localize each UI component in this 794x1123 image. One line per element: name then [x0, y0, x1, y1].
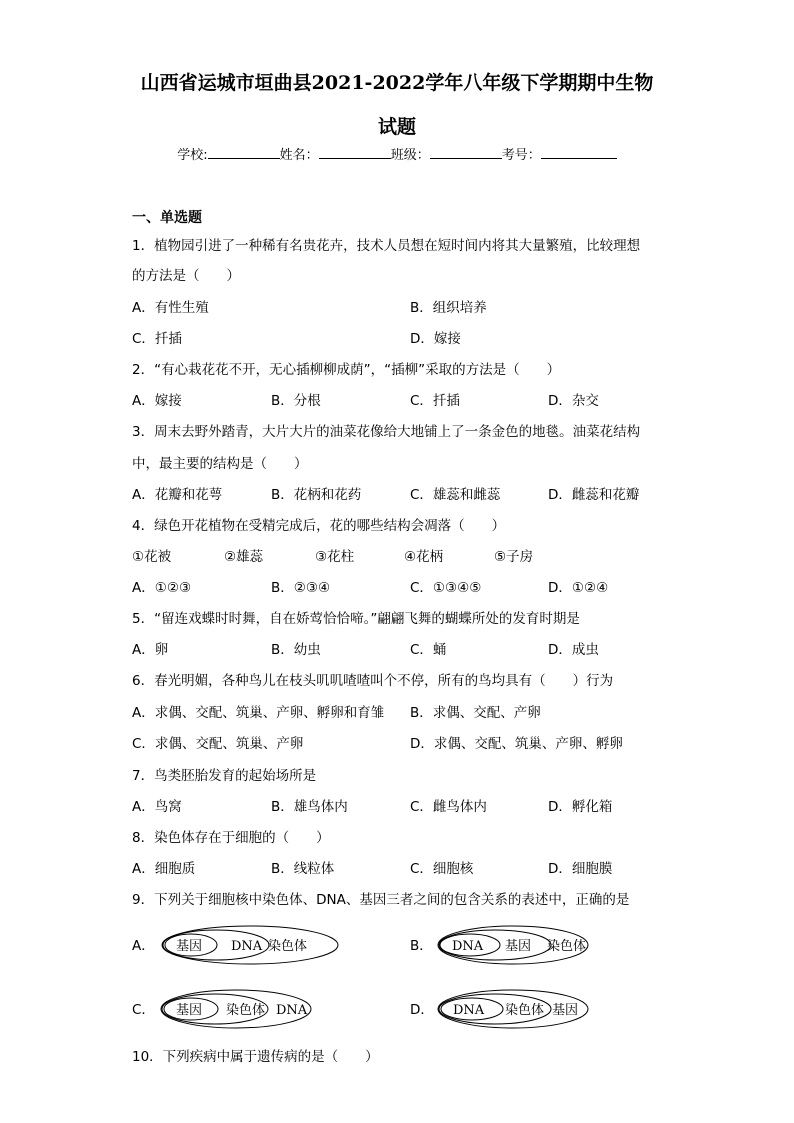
q8-option-d[interactable]: D．细胞膜 [548, 861, 613, 877]
q9-option-d-venn-diagram[interactable] [435, 987, 595, 1031]
q5-option-a[interactable]: A．卵 [132, 642, 169, 658]
venn-label: DNA [276, 1003, 308, 1018]
question-6: 6．春光明媚，各种鸟儿在枝头叽叽喳喳叫个不停，所有的鸟均具有（ ）行为 [132, 673, 614, 689]
name-label: 姓名： [279, 148, 319, 163]
q2-option-b[interactable]: B．分根 [271, 393, 321, 409]
q1-option-d[interactable]: D．嫁接 [410, 331, 461, 347]
venn-label: 染色体 [505, 1003, 545, 1018]
q3-option-a[interactable]: A．花瓣和花萼 [132, 487, 223, 503]
question-1-line2: 的方法是（ ） [132, 268, 240, 284]
q2-option-d[interactable]: D．杂交 [548, 393, 599, 409]
section-heading: 一、单选题 [132, 210, 202, 226]
class-label: 班级： [390, 148, 430, 163]
name-blank[interactable] [319, 145, 391, 159]
question-8: 8．染色体存在于细胞的（ ） [132, 830, 330, 846]
q6-option-a[interactable]: A．求偶、交配、筑巢、产卵、孵卵和育雏 [132, 705, 385, 721]
q4-item: ④花柄 [404, 549, 444, 565]
question-3-line2: 中，最主要的结构是（ ） [132, 456, 308, 472]
venn-label: 基因 [552, 1003, 579, 1018]
question-5: 5．“留连戏蝶时时舞，自在娇莺恰恰啼。”翩翩飞舞的蝴蝶所处的发育时期是 [132, 611, 580, 627]
q9-option-c-label[interactable]: C． [132, 1002, 155, 1018]
q9-option-a-label[interactable]: A． [132, 938, 155, 954]
q5-option-b[interactable]: B．幼虫 [271, 642, 321, 658]
q9-option-c-venn-diagram[interactable] [158, 987, 318, 1031]
exam-title-line1: 山西省运城市垣曲县2021-2022学年八年级下学期期中生物 [140, 72, 654, 94]
number-label: 考号： [501, 148, 541, 163]
q8-option-c[interactable]: C．细胞核 [410, 861, 474, 877]
venn-label: 染色体 [547, 939, 587, 954]
venn-label: DNA [231, 939, 263, 954]
q4-option-c[interactable]: C．①③④⑤ [410, 580, 482, 596]
q6-option-b[interactable]: B．求偶、交配、产卵 [410, 705, 541, 721]
q4-option-a[interactable]: A．①②③ [132, 580, 192, 596]
venn-label: 染色体 [226, 1003, 266, 1018]
question-7: 7．鸟类胚胎发育的起始场所是 [132, 768, 317, 784]
question-9: 9．下列关于细胞核中染色体、DNA、基因三者之间的包含关系的表述中，正确的是 [132, 892, 630, 908]
venn-label: 基因 [176, 939, 203, 954]
q2-option-c[interactable]: C．扦插 [410, 393, 460, 409]
q1-option-a[interactable]: A．有性生殖 [132, 300, 209, 316]
venn-label: 基因 [505, 939, 532, 954]
q8-option-b[interactable]: B．线粒体 [271, 861, 335, 877]
q4-option-d[interactable]: D．①②④ [548, 580, 609, 596]
question-2: 2．“有心栽花花不开，无心插柳柳成荫”，“插柳”采取的方法是（ ） [132, 362, 561, 378]
school-blank[interactable] [208, 145, 280, 159]
venn-label: DNA [453, 1003, 485, 1018]
q3-option-c[interactable]: C．雄蕊和雌蕊 [410, 487, 501, 503]
school-label: 学校: [177, 148, 208, 163]
q5-option-c[interactable]: C．蛹 [410, 642, 447, 658]
student-info-row [0, 144, 794, 163]
q1-option-b[interactable]: B．组织培养 [410, 300, 487, 316]
q7-option-b[interactable]: B．雄鸟体内 [271, 799, 348, 815]
q9-option-b-label[interactable]: B． [410, 938, 433, 954]
q4-item: ⑤子房 [494, 549, 534, 565]
exam-title-line2: 试题 [377, 116, 416, 138]
number-blank[interactable] [541, 145, 617, 159]
q1-option-c[interactable]: C．扦插 [132, 331, 182, 347]
q7-option-c[interactable]: C．雌鸟体内 [410, 799, 487, 815]
q3-option-d[interactable]: D．雌蕊和花瓣 [548, 487, 640, 503]
question-4: 4．绿色开花植物在受精完成后，花的哪些结构会凋落（ ） [132, 518, 506, 534]
venn-label: DNA [452, 939, 484, 954]
q6-option-c[interactable]: C．求偶、交配、筑巢、产卵 [132, 736, 304, 752]
question-3-line1: 3．周末去野外踏青，大片大片的油菜花像给大地铺上了一条金色的地毯。油菜花结构 [132, 424, 641, 440]
question-10: 10．下列疾病中属于遗传病的是（ ） [132, 1049, 379, 1065]
q3-option-b[interactable]: B．花柄和花药 [271, 487, 362, 503]
q7-option-a[interactable]: A．鸟窝 [132, 799, 182, 815]
class-blank[interactable] [430, 145, 502, 159]
question-1-line1: 1．植物园引进了一种稀有名贵花卉，技术人员想在短时间内将其大量繁殖，比较理想 [132, 238, 641, 254]
q9-option-d-label[interactable]: D． [410, 1002, 434, 1018]
q5-option-d[interactable]: D．成虫 [548, 642, 599, 658]
venn-label: 基因 [176, 1003, 203, 1018]
q4-item: ③花柱 [315, 549, 355, 565]
q9-option-b-venn-diagram[interactable] [435, 923, 595, 967]
q9-option-a-venn-diagram[interactable] [158, 923, 348, 967]
q8-option-a[interactable]: A．细胞质 [132, 861, 196, 877]
venn-label: 染色体 [268, 939, 308, 954]
q4-item: ①花被 [132, 549, 172, 565]
q4-item: ②雄蕊 [224, 549, 264, 565]
q6-option-d[interactable]: D．求偶、交配、筑巢、产卵、孵卵 [410, 736, 623, 752]
q4-option-b[interactable]: B．②③④ [271, 580, 331, 596]
q2-option-a[interactable]: A．嫁接 [132, 393, 182, 409]
q7-option-d[interactable]: D．孵化箱 [548, 799, 613, 815]
